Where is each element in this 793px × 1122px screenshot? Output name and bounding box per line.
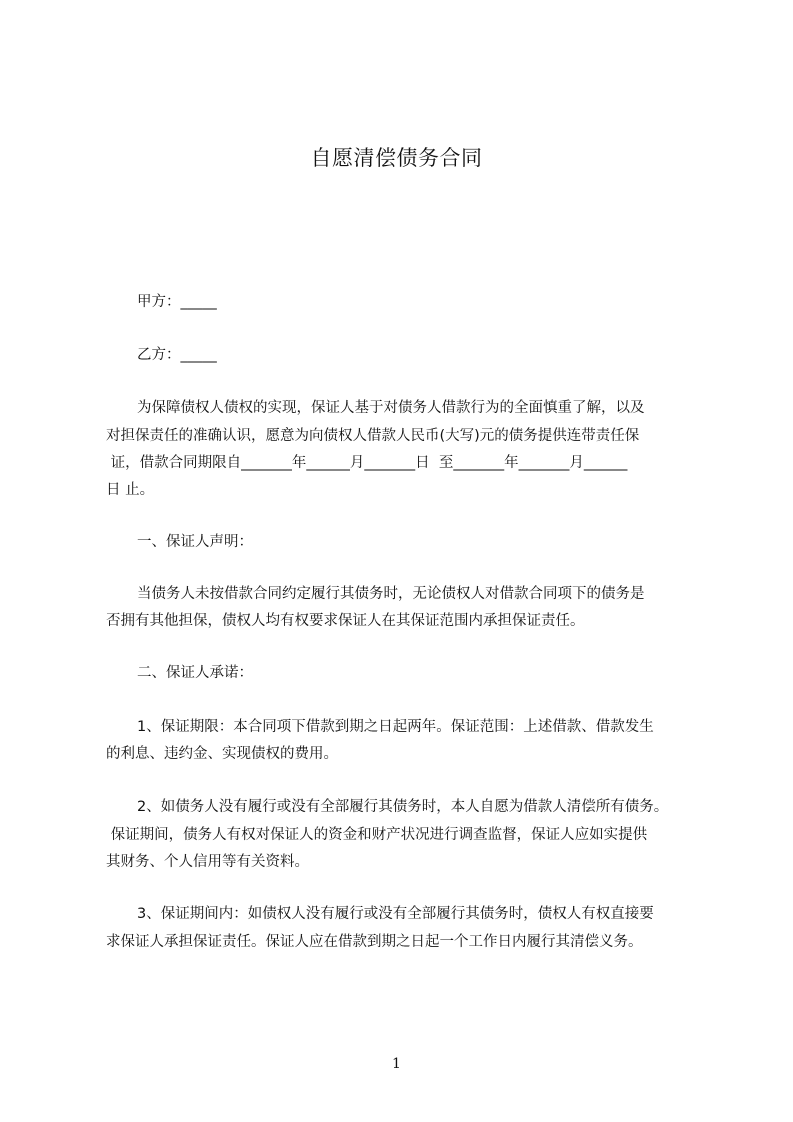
party-a-line: 甲方：_____ xyxy=(137,294,217,310)
party-b-line: 乙方：_____ xyxy=(137,347,217,363)
paragraph-line: 求保证人承担保证责任。保证人应在借款到期之日起一个工作日内履行其清偿义务。 xyxy=(106,934,643,950)
paragraph-line: 日 止。 xyxy=(106,482,155,498)
paragraph-line: 3、保证期间内：如债权人没有履行或没有全部履行其债务时，债权人有权直接要 xyxy=(137,906,654,922)
paragraph-line: 1、保证期限：本合同项下借款到期之日起两年。保证范围：上述借款、借款发生 xyxy=(137,719,654,735)
paragraph-line: 为保障债权人债权的实现，保证人基于对债务人借款行为的全面慎重了解，以及 xyxy=(137,400,645,416)
paragraph-line: 保证期间，债务人有权对保证人的资金和财产状况进行调查监督，保证人应如实提供 xyxy=(106,827,648,843)
section-heading: 二、保证人承诺： xyxy=(137,665,253,681)
paragraph-line: 其财务、个人信用等有关资料。 xyxy=(106,854,309,870)
section-heading: 一、保证人声明： xyxy=(137,534,253,550)
paragraph-line: 对担保责任的准确认识，愿意为向债权人借款人民币(大写)元的债务提供连带责任保 xyxy=(106,428,640,444)
paragraph-line: 否拥有其他担保，债权人均有权要求保证人在其保证范围内承担保证责任。 xyxy=(106,613,585,629)
paragraph-line: 2、如债务人没有履行或没有全部履行其债务时，本人自愿为借款人清偿所有债务。 xyxy=(137,799,669,815)
paragraph-line: 证，借款合同期限自_______年______月_______日 至_______年_______月______ xyxy=(106,455,628,471)
paragraph-line: 当债务人未按借款合同约定履行其债务时，无论债权人对借款合同项下的债务是 xyxy=(137,586,645,602)
paragraph-line: 的利息、违约金、实现债权的费用。 xyxy=(106,746,338,762)
page-number: 1 xyxy=(392,1056,401,1072)
document-title: 自愿清偿债务合同 xyxy=(310,146,483,170)
